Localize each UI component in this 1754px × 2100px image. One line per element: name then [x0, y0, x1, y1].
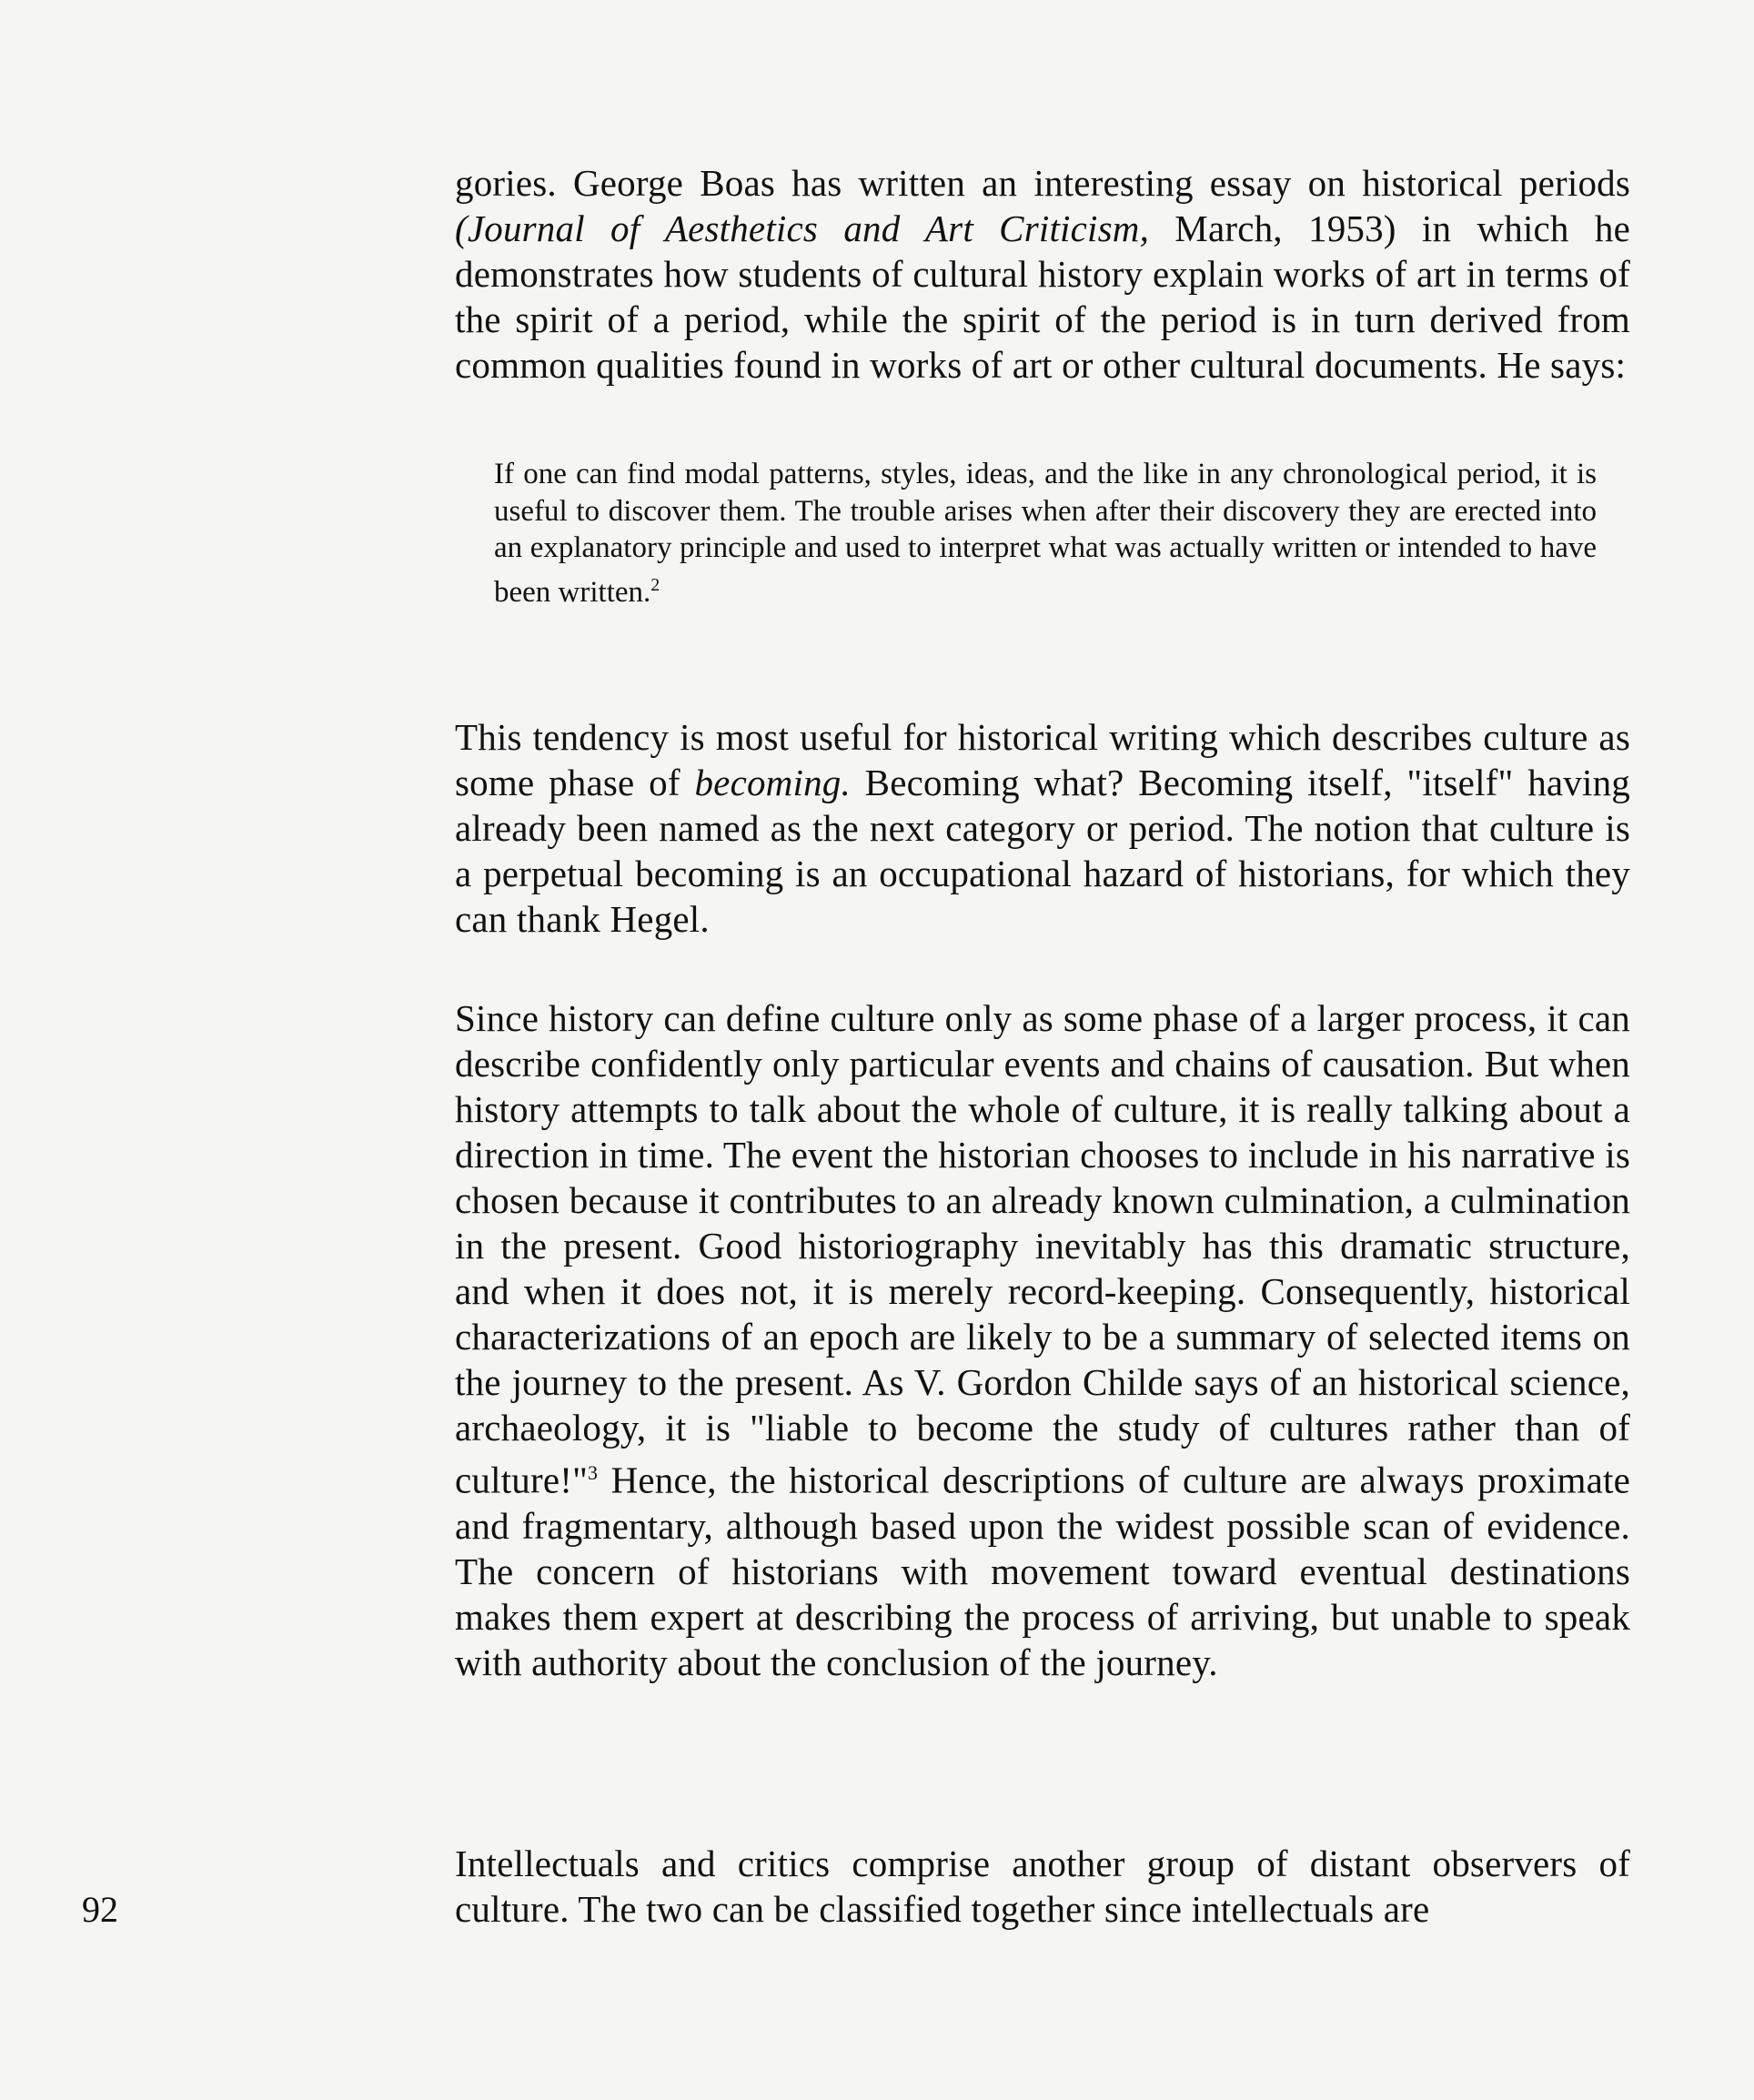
footnote-reference: 2: [650, 574, 660, 595]
page-number: 92: [82, 1889, 118, 1930]
paragraph-intellectuals: [455, 1841, 1630, 1932]
paragraph-text: March, 1953) in which he demonstrates how students of cultural history explain works of art in terms of the spirit of a period, while the spirit of the period is in turn derived from common qualities found in works of art or other cultural documents. He says:: [455, 207, 1630, 386]
emphasis-text: becoming.: [694, 762, 851, 803]
paragraph-becoming: [455, 714, 1630, 942]
paragraph-text: Intellectuals and critics comprise another group of distant observers of culture. The two can be classified together since intellectuals are: [455, 1843, 1630, 1930]
paragraph-text: This tendency is most useful for historical writing which describes culture as some phase of: [455, 716, 1630, 803]
journal-citation: (Journal of Aesthetics and Art Criticism,: [455, 207, 1150, 249]
footnote-reference: 3: [588, 1461, 599, 1484]
paragraph-text: Hence, the historical descriptions of culture are always proximate and fragmentary, although based upon the widest possible scan of evidence. The concern of historians with movement toward eventual destinations makes them expert at describing the process of arriving, but unable to speak with authority about the conclusion of the journey.: [455, 1459, 1630, 1683]
paragraph-history-culture: [455, 995, 1630, 1685]
paragraph-text: Since history can define culture only as some phase of a larger process, it can describe confidently only particular events and chains of causation. But when history attempts to talk about the whole of culture, it is really talking about a direction in time. The event the historian chooses to include in his narrative is chosen because it contributes to an already known culmination, a culmination in the present. Good historiography inevitably has this dramatic structure, and when it does not, it is merely record-keeping. Consequently, historical characterizations of an epoch are likely to be a summary of selected items on the journey to the present. As V. Gordon Childe says of an historical science, archaeology, it is "liable to become the study of cultures rather than of culture!": [455, 997, 1630, 1501]
block-quote: [494, 456, 1597, 611]
paragraph-text: gories. George Boas has written an interesting essay on historical periods: [455, 162, 1630, 204]
paragraph-text: Becoming what? Becoming itself, "itself" having already been named as the next category or period. The notion that culture is a perpetual becoming is an occupational hazard of historians, for which they can thank Hegel.: [455, 762, 1630, 940]
quote-text: If one can find modal patterns, styles, ideas, and the like in any chronological period, it is useful to discover them. The trouble arises when after their discovery they are erected into an explanatory principle and used to interpret what was actually written or intended to have been written.: [494, 458, 1597, 609]
paragraph-george-boas: [455, 160, 1630, 388]
